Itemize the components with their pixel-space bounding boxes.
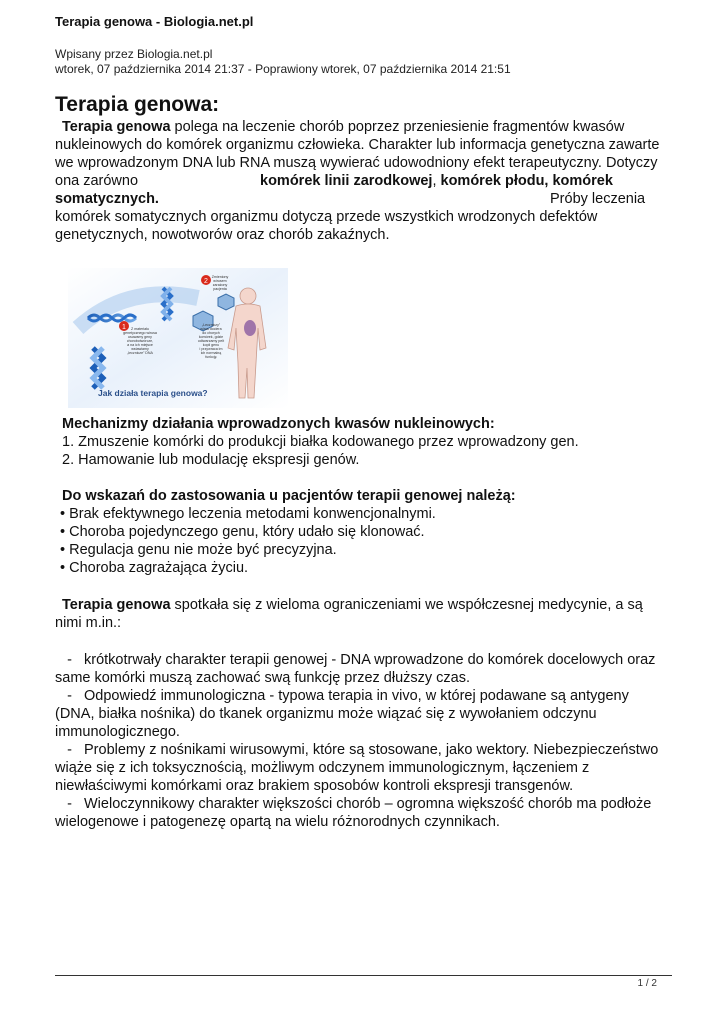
- point-line-4: (DNA, białka nośnika) do tkanek organizmu może wiązać się z wywołaniem odczynu: [55, 706, 597, 722]
- intro-bold-term: Terapia genowa: [62, 119, 171, 135]
- intro-line-4b: komórek linii zarodkowej, komórek płodu, komórek: [260, 173, 613, 189]
- intro-line-7: genetycznych, nowotworów oraz chorób zakaźnych.: [55, 227, 390, 243]
- point-line-5: immunologicznego.: [55, 724, 180, 740]
- author-line: Wpisany przez Biologia.net.pl: [55, 47, 213, 61]
- svg-text:„lecznicze” DNA: „lecznicze” DNA: [127, 351, 153, 355]
- point-line-8: niewłaściwymi komórkami oraz brakiem sposobów kontroli ekspresji transgenów.: [55, 778, 574, 794]
- figure-caption: Jak działa terapia genowa?: [98, 388, 208, 398]
- point-line-2: same komórki muszą zachować swą funkcję przez dłuższy czas.: [55, 670, 471, 686]
- svg-text:i przywraca im: i przywraca im: [199, 347, 223, 351]
- dates-line: wtorek, 07 października 2014 21:37 - Poprawiony wtorek, 07 października 2014 21:51: [55, 62, 511, 76]
- svg-text:usuwamy geny: usuwamy geny: [128, 335, 152, 339]
- svg-text:wirusem: wirusem: [213, 279, 227, 283]
- svg-text:wirus dociera: wirus dociera: [200, 327, 222, 331]
- indications-heading: Do wskazań do zastosowania u pacjentów terapii genowej należą:: [62, 488, 516, 504]
- point-line-10: wielogenowe i patogenezę opartą na wielu różnorodnych czynnikach.: [55, 814, 500, 830]
- point-line-3: - Odpowiedź immunologiczna - typowa terapia in vivo, w której podawane są antygeny: [55, 688, 629, 704]
- point-line-7: wiąże się z ich toksycznością, możliwym odczynem immunologicznym, łączeniem z: [55, 760, 590, 776]
- intro-line-5-bold: somatycznych.: [55, 191, 159, 207]
- intro-line-1: Terapia genowa polega na leczenie chorób poprzez przeniesienie fragmentów kwasów: [62, 119, 625, 135]
- intro-line-2: nukleinowych do komórek organizmu człowieka. Charakter lub informacja genetyczna zawarte: [55, 137, 660, 153]
- svg-text:a na ich miejsce: a na ich miejsce: [127, 343, 153, 347]
- svg-text:Zmieniony: Zmieniony: [211, 275, 229, 279]
- svg-text:„Leczniczy”: „Leczniczy”: [201, 323, 221, 327]
- intro-line-5-right: Próby leczenia: [550, 191, 646, 207]
- svg-text:do chorych: do chorych: [202, 331, 220, 335]
- limits-line-2: nimi m.in.:: [55, 615, 122, 631]
- intro-line-4a: ona zarówno: [55, 173, 139, 189]
- svg-text:genetycznego wirusa: genetycznego wirusa: [123, 331, 157, 335]
- mechanism-item-1: 1. Zmuszenie komórki do produkcji białka kodowanego przez wprowadzony gen.: [62, 434, 579, 450]
- footer-divider: [55, 975, 672, 976]
- indication-item-1: • Brak efektywnego leczenia metodami konwencjonalnymi.: [60, 506, 436, 522]
- intro-line-6: komórek somatycznych organizmu dotyczą przede wszystkich wrodzonych defektów: [55, 209, 598, 225]
- point-line-9: - Wieloczynnikowy charakter większości chorób – ogromna większość chorób ma podłoże: [55, 796, 652, 812]
- indication-item-2: • Choroba pojedynczego genu, który udało się klonować.: [60, 524, 425, 540]
- svg-text:Z materiału: Z materiału: [131, 327, 149, 331]
- point-line-6: - Problemy z nośnikami wirusowymi, które są stosowane, jako wektory. Niebezpieczeństwo: [55, 742, 659, 758]
- svg-text:kopii genu: kopii genu: [202, 343, 220, 347]
- svg-text:pacjenta: pacjenta: [213, 287, 227, 291]
- page-number: 1 / 2: [637, 978, 657, 989]
- mechanisms-heading: Mechanizmy działania wprowadzonych kwasów nukleinowych:: [62, 416, 495, 432]
- mechanism-item-2: 2. Hamowanie lub modulację ekspresji genów.: [62, 452, 360, 468]
- svg-text:2: 2: [204, 278, 208, 285]
- indication-item-4: • Choroba zagrażająca życiu.: [60, 560, 249, 576]
- limits-line-1: Terapia genowa spotkała się z wieloma ograniczeniami we współczesnej medycynie, a są: [62, 597, 643, 613]
- svg-text:odtwarzamy pelt: odtwarzamy pelt: [197, 339, 225, 343]
- document-header-title: Terapia genowa - Biologia.net.pl: [55, 14, 254, 29]
- article-heading: Terapia genowa:: [55, 93, 220, 116]
- intro-line-3: we wprowadzonym DNA lub RNA muszą wywierać udowodniony efekt terapeutyczny. Dotyczy: [55, 155, 658, 171]
- svg-text:funkcję: funkcję: [205, 355, 217, 359]
- svg-text:zarażony: zarażony: [212, 283, 228, 287]
- svg-text:chorobotwórcze,: chorobotwórcze,: [126, 339, 154, 343]
- svg-text:ich normalną: ich normalną: [200, 351, 222, 355]
- gene-therapy-illustration: [68, 268, 288, 408]
- svg-text:1: 1: [122, 324, 126, 331]
- svg-text:komórek, gdzie: komórek, gdzie: [198, 335, 224, 339]
- point-line-1: - krótkotrwały charakter terapii genowej - DNA wprowadzone do komórek docelowych oraz: [55, 652, 656, 668]
- indication-item-3: • Regulacja genu nie może być precyzyjna.: [60, 542, 337, 558]
- svg-text:wstawiamy: wstawiamy: [131, 347, 149, 351]
